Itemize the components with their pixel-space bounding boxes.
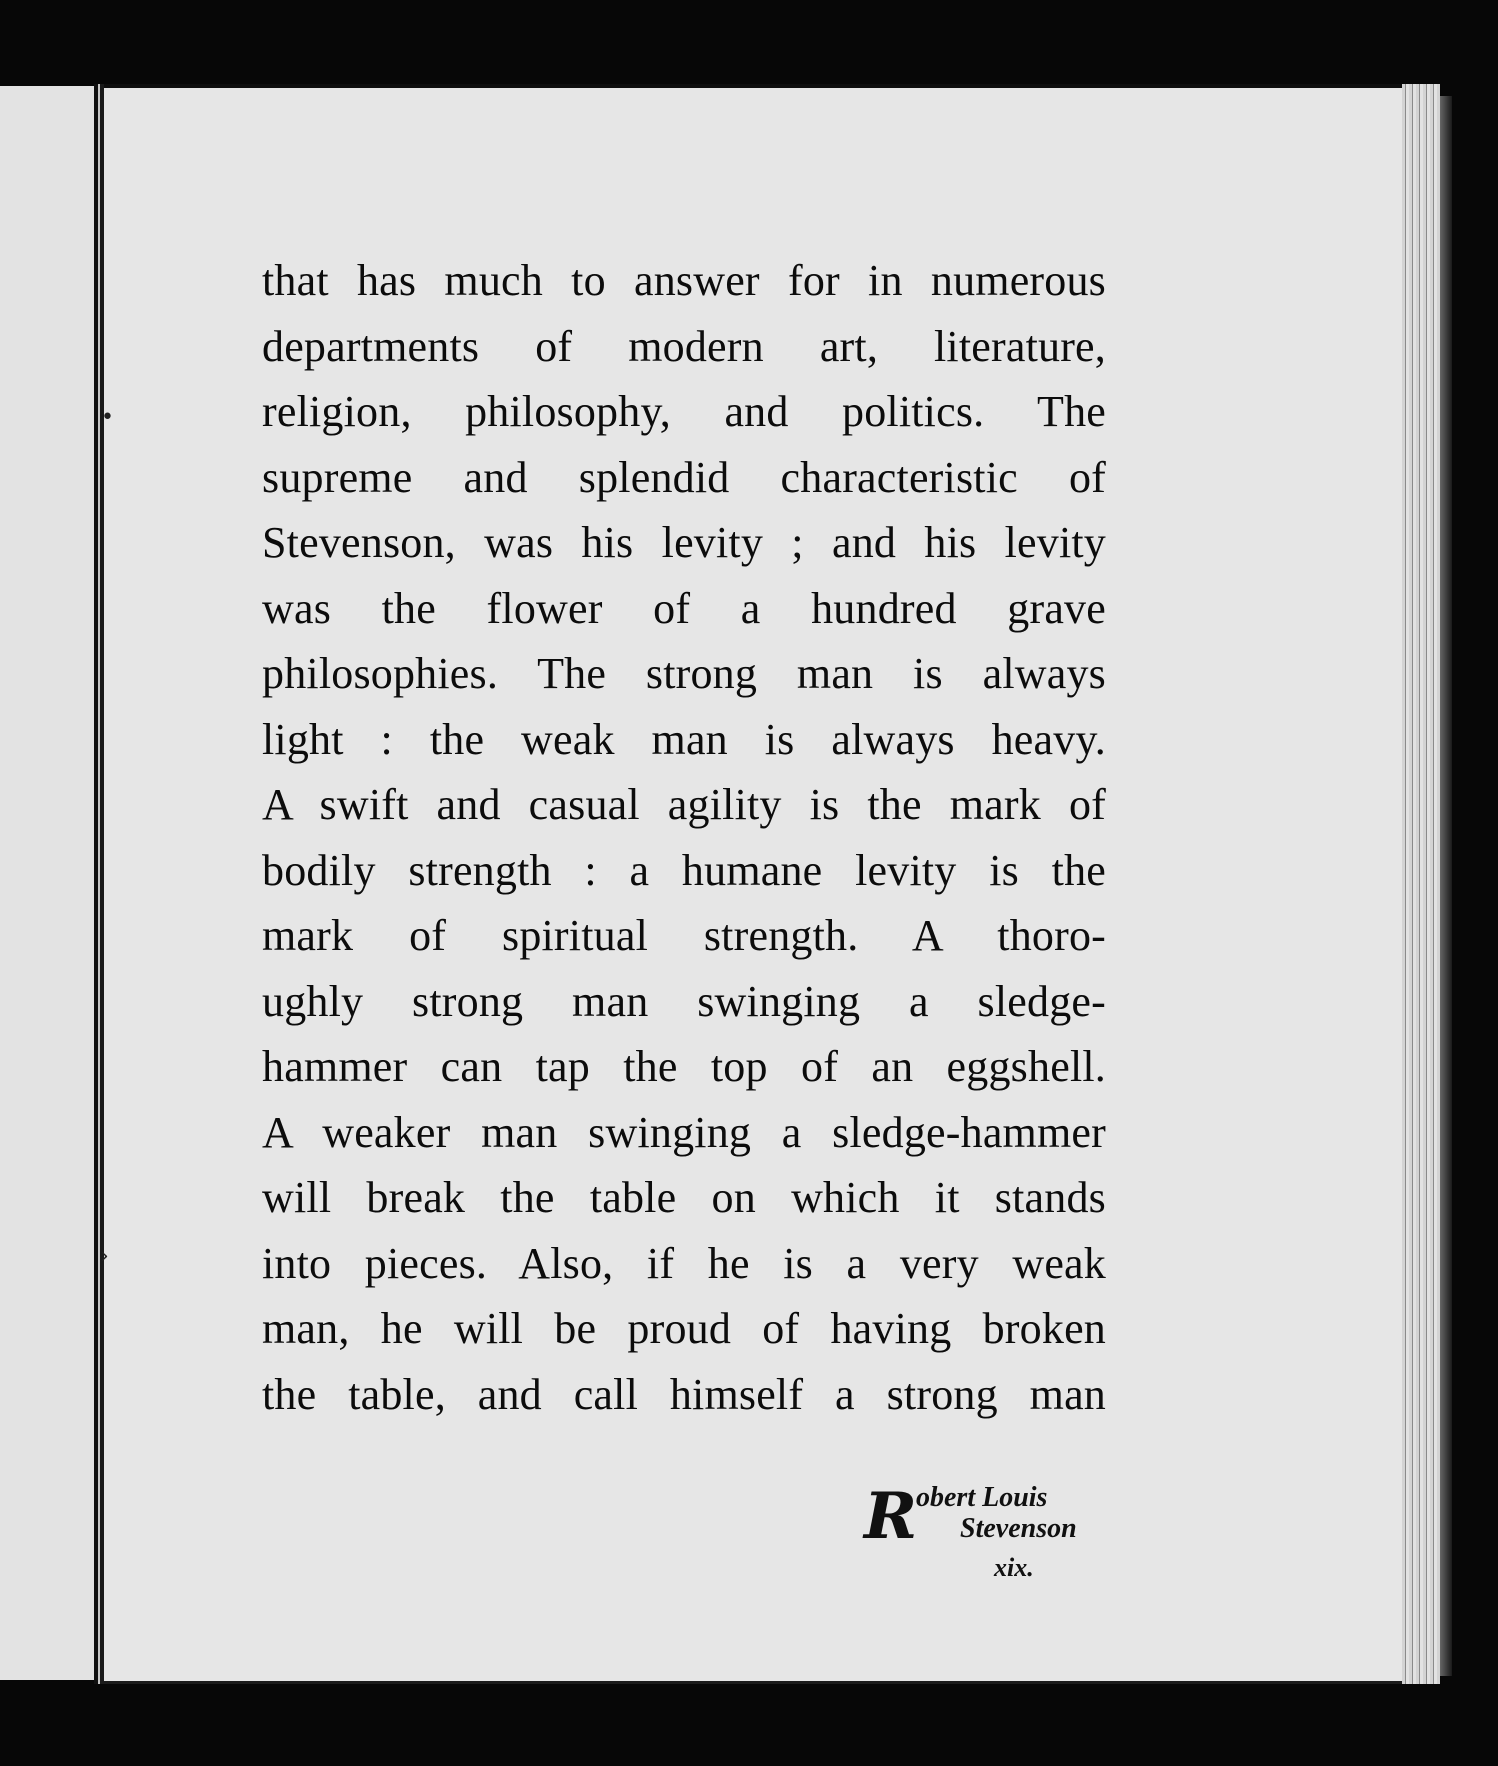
text-line: mark of spiritual strength. A thoro-: [262, 911, 1106, 960]
text-line: A swift and casual agility is the mark of: [262, 780, 1106, 829]
text-line: religion, philosophy, and politics. The: [262, 387, 1106, 436]
text-line: light : the weak man is always heavy.: [262, 714, 1106, 764]
text-line: will break the table on which it stands: [262, 1173, 1106, 1222]
text-line: was the flower of a hundred grave: [262, 583, 1106, 633]
running-footer: [864, 1481, 1104, 1601]
text-line: ughly strong man swinging a sledge-: [262, 976, 1106, 1026]
text-line: bodily strength : a humane levity is the: [262, 845, 1106, 895]
signature-initial: R: [864, 1479, 918, 1554]
book-gutter: [94, 84, 104, 1684]
page-edge-shadow: [1440, 96, 1452, 1676]
page-stack-edge: [1402, 84, 1440, 1684]
text-line: supreme and splendid characteristic of: [262, 452, 1106, 502]
text-line: the table, and call himself a strong man: [262, 1369, 1106, 1419]
facing-page-edge: [0, 86, 100, 1680]
text-line: man, he will be proud of having broken: [262, 1304, 1106, 1353]
text-line: that has much to answer for in numerous: [262, 256, 1106, 305]
text-line: A weaker man swinging a sledge-hammer: [262, 1107, 1106, 1157]
text-line: Stevenson, was his levity ; and his levity: [262, 518, 1106, 567]
body-text: [262, 248, 1106, 1427]
margin-mark: •: [101, 405, 114, 430]
text-line: philosophies. The strong man is always: [262, 649, 1106, 698]
text-line: hammer can tap the top of an eggshell.: [262, 1042, 1106, 1091]
signature-surname: Stevenson: [960, 1513, 1077, 1544]
signature-first-name: obert Louis: [916, 1482, 1048, 1513]
page-number: xix.: [994, 1553, 1034, 1582]
margin-mark: ›: [100, 1244, 109, 1269]
text-line: departments of modern art, literature,: [262, 321, 1106, 371]
text-line: into pieces. Also, if he is a very weak: [262, 1238, 1106, 1288]
